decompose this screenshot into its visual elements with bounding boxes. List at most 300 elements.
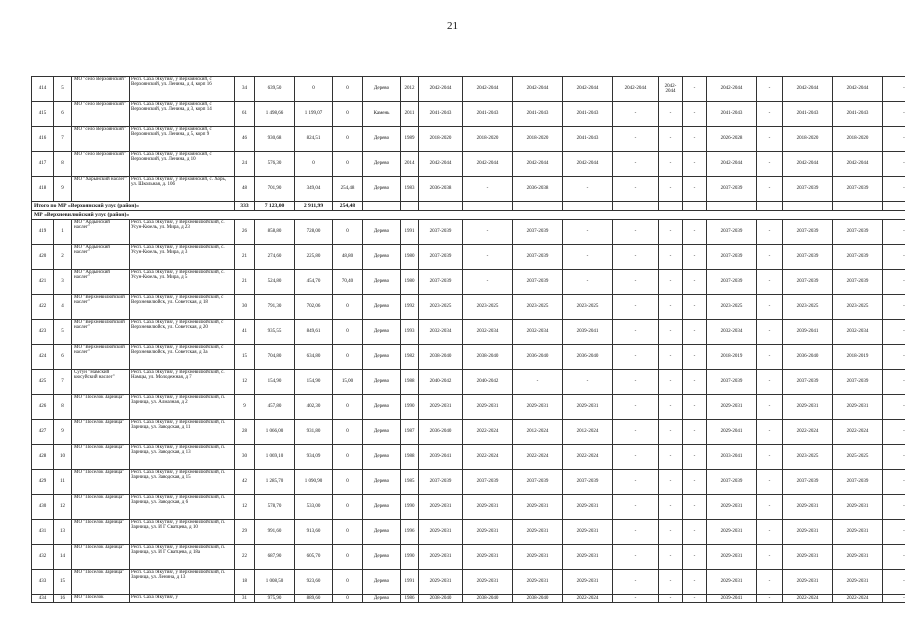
- cell-c2: 991,60: [255, 520, 295, 545]
- cell-year: 2012: [401, 77, 419, 102]
- cell-p7: -: [683, 495, 707, 520]
- cell-addr: Респ. Саха /Якутия/, у Верхневилюйский, п. Зарница, ул. Алмазная, д 2: [130, 395, 235, 420]
- cell-addr: Респ. Саха /Якутия/, у Верхоянский, с Верхоянский, ул. Ленина, д 10: [130, 152, 235, 177]
- cell-p8: 2037-2039: [707, 470, 757, 495]
- cell-p6: -: [659, 570, 683, 595]
- cell-p11: 2041-2043: [833, 102, 883, 127]
- cell-org: МО "Поселок Зарница": [72, 395, 130, 420]
- cell-p7: -: [683, 520, 707, 545]
- cell-p9: -: [757, 370, 783, 395]
- cell-p4: 2029-2031: [563, 495, 613, 520]
- cell-p8: 2037-2039: [707, 245, 757, 270]
- cell-c2: 704,80: [255, 345, 295, 370]
- cell-c2: 687,90: [255, 545, 295, 570]
- cell-n: 433: [32, 570, 54, 595]
- cell-p10: 2022-2024: [783, 595, 833, 603]
- cell-p2: 2037-2039: [463, 470, 513, 495]
- cell-c3: 634,80: [295, 345, 333, 370]
- cell-p12: -: [883, 545, 905, 570]
- cell-c1: 46: [235, 127, 255, 152]
- cell-year: 1991: [401, 570, 419, 595]
- cell-c4: 15,00: [333, 370, 363, 395]
- cell-p9: -: [757, 545, 783, 570]
- cell-year: 1990: [401, 545, 419, 570]
- cell-p1: 2029-2031: [419, 395, 463, 420]
- cell-p7: -: [683, 270, 707, 295]
- cell-p8: 2026-2028: [707, 127, 757, 152]
- cell-p4: -: [563, 220, 613, 245]
- cell-p7: -: [683, 395, 707, 420]
- cell-c4: 0: [333, 395, 363, 420]
- cell-addr: Респ. Саха /Якутия/, у: [130, 595, 235, 603]
- total-empty-cell: [463, 202, 513, 211]
- cell-p8: 2042-2044: [707, 77, 757, 102]
- cell-c2: 1 066,00: [255, 420, 295, 445]
- cell-c4: 0: [333, 152, 363, 177]
- total-empty-cell: [363, 202, 401, 211]
- cell-mat: Дерево: [363, 395, 401, 420]
- cell-p11: 2037-2039: [833, 270, 883, 295]
- cell-p5: -: [613, 545, 659, 570]
- cell-p6: -: [659, 520, 683, 545]
- cell-p3: 2038-2040: [513, 595, 563, 603]
- cell-k: 9: [54, 177, 72, 202]
- cell-c1: 15: [235, 345, 255, 370]
- cell-mat: Камень: [363, 102, 401, 127]
- cell-k: 9: [54, 420, 72, 445]
- cell-c3: 225,80: [295, 245, 333, 270]
- cell-c3: 889,60: [295, 595, 333, 603]
- cell-p2: -: [463, 270, 513, 295]
- cell-c3: 849,61: [295, 320, 333, 345]
- cell-p6: -: [659, 245, 683, 270]
- cell-p10: 2037-2039: [783, 245, 833, 270]
- cell-p11: 2037-2039: [833, 177, 883, 202]
- cell-p4: 2022-2024: [563, 445, 613, 470]
- cell-p11: 2042-2044: [833, 77, 883, 102]
- cell-c4: 70,40: [333, 270, 363, 295]
- cell-p8: 2041-2043: [707, 102, 757, 127]
- cell-p1: 2038-2040: [419, 345, 463, 370]
- table-row: [32, 420, 905, 445]
- cell-c3: 154,90: [295, 370, 333, 395]
- cell-c4: 0: [333, 127, 363, 152]
- cell-p4: -: [563, 370, 613, 395]
- cell-p1: 2042-2044: [419, 152, 463, 177]
- table-body: [32, 77, 905, 603]
- total-empty-cell: [783, 202, 833, 211]
- cell-p5: -: [613, 152, 659, 177]
- cell-mat: Дерево: [363, 127, 401, 152]
- cell-c1: 18: [235, 570, 255, 595]
- cell-c4: 0: [333, 595, 363, 603]
- cell-p11: 2029-2031: [833, 545, 883, 570]
- cell-p2: 2040-2042: [463, 370, 513, 395]
- cell-p6: -: [659, 152, 683, 177]
- cell-p12: -: [883, 102, 905, 127]
- cell-p5: -: [613, 270, 659, 295]
- cell-c1: 48: [235, 177, 255, 202]
- cell-p8: 2037-2039: [707, 270, 757, 295]
- cell-addr: Респ. Саха /Якутия/, у Верхневилюйский, п. Зарница, ул. Заводская, д 11: [130, 420, 235, 445]
- cell-p1: 2032-2034: [419, 320, 463, 345]
- cell-p2: 2038-2040: [463, 345, 513, 370]
- cell-addr: Респ. Саха /Якутия/, у Верхневилюйский, с. Усун-Кюель, ул. Мира, д 3: [130, 245, 235, 270]
- cell-p7: -: [683, 445, 707, 470]
- table-row: [32, 152, 905, 177]
- cell-c4: 0: [333, 520, 363, 545]
- cell-p11: 2032-2034: [833, 320, 883, 345]
- cell-addr: Респ. Саха /Якутия/, у Верхневилюйский, п. Зарница, ул. И Г Сватцева, д 18а: [130, 545, 235, 570]
- cell-org: МО "Поселок Зарница": [72, 420, 130, 445]
- cell-n: 419: [32, 220, 54, 245]
- cell-p3: 2036-2038: [513, 177, 563, 202]
- cell-p2: 2029-2031: [463, 545, 513, 570]
- cell-p3: 2032-2034: [513, 320, 563, 345]
- cell-c1: 29: [235, 520, 255, 545]
- cell-org: МО "село Верхоянский": [72, 102, 130, 127]
- cell-p6: -: [659, 320, 683, 345]
- cell-c4: 0: [333, 102, 363, 127]
- cell-c1: 9: [235, 395, 255, 420]
- total-nonresidential-area: 254,48: [333, 202, 363, 211]
- cell-p3: -: [513, 370, 563, 395]
- total-empty-cell: [707, 202, 757, 211]
- cell-p8: 2018-2019: [707, 345, 757, 370]
- cell-p11: 2022-2024: [833, 595, 883, 603]
- cell-p12: -: [883, 520, 905, 545]
- cell-p8: 2042-2044: [707, 152, 757, 177]
- table-row: [32, 127, 905, 152]
- cell-p5: -: [613, 395, 659, 420]
- cell-p7: -: [683, 420, 707, 445]
- cell-c2: 578,70: [255, 495, 295, 520]
- cell-p10: 2029-2031: [783, 395, 833, 420]
- cell-mat: Дерево: [363, 595, 401, 603]
- table-row: [32, 495, 905, 520]
- cell-p9: -: [757, 320, 783, 345]
- cell-p7: -: [683, 220, 707, 245]
- cell-org: МО "Ардынский наслег": [72, 270, 130, 295]
- cell-p9: -: [757, 570, 783, 595]
- cell-p10: 2023-2025: [783, 445, 833, 470]
- cell-p1: 2029-2031: [419, 495, 463, 520]
- table-row: [32, 102, 905, 127]
- cell-org: МО "село Верхоянский": [72, 127, 130, 152]
- cell-p11: 2029-2031: [833, 395, 883, 420]
- cell-year: 1987: [401, 420, 419, 445]
- cell-p7: -: [683, 470, 707, 495]
- cell-addr: Респ. Саха /Якутия/, у Верхоянский, с. Хорь, ул. Школьная, д. 10б: [130, 177, 235, 202]
- cell-year: 2014: [401, 152, 419, 177]
- cell-addr: Респ. Саха /Якутия/, у Верхневилюйский, п. Зарница, ул. Ленина, д 13: [130, 570, 235, 595]
- table-row: [32, 77, 905, 102]
- cell-c1: 34: [235, 77, 255, 102]
- cell-p9: -: [757, 470, 783, 495]
- cell-year: 1985: [401, 470, 419, 495]
- cell-p6: -: [659, 270, 683, 295]
- cell-p2: 2022-2024: [463, 420, 513, 445]
- cell-p6: -: [659, 395, 683, 420]
- cell-p4: 2039-2041: [563, 320, 613, 345]
- cell-c4: 0: [333, 445, 363, 470]
- cell-p12: -: [883, 345, 905, 370]
- cell-c3: 824,51: [295, 127, 333, 152]
- cell-p1: 2036-2040: [419, 420, 463, 445]
- cell-org: МО "Хорынский наслег": [72, 177, 130, 202]
- cell-c1: 24: [235, 152, 255, 177]
- cell-org: МО "Поселок Зарница": [72, 520, 130, 545]
- total-living-area: 2 911,99: [295, 202, 333, 211]
- cell-p2: 2023-2025: [463, 295, 513, 320]
- cell-org: МО "Поселок Зарница": [72, 445, 130, 470]
- cell-p2: 2029-2031: [463, 395, 513, 420]
- cell-p2: 2041-2043: [463, 102, 513, 127]
- cell-p10: 2029-2031: [783, 495, 833, 520]
- cell-p1: 2037-2039: [419, 245, 463, 270]
- cell-p2: -: [463, 245, 513, 270]
- cell-p6: -: [659, 127, 683, 152]
- cell-p3: 2022-2024: [513, 445, 563, 470]
- cell-c1: 41: [235, 320, 255, 345]
- cell-p4: 2042-2044: [563, 152, 613, 177]
- cell-k: 16: [54, 595, 72, 603]
- cell-c4: 254,48: [333, 177, 363, 202]
- cell-p1: 2023-2025: [419, 295, 463, 320]
- cell-c4: 0: [333, 220, 363, 245]
- cell-c3: 931,80: [295, 420, 333, 445]
- cell-p6: -: [659, 177, 683, 202]
- cell-p6: -: [659, 545, 683, 570]
- cell-p9: -: [757, 345, 783, 370]
- cell-p6: -: [659, 220, 683, 245]
- cell-p3: 2018-2020: [513, 127, 563, 152]
- cell-p10: 2042-2044: [783, 152, 833, 177]
- cell-addr: Респ. Саха /Якутия/, у Верхоянский, с Верхоянский, ул. Ленина, д 3, корп 14: [130, 102, 235, 127]
- cell-k: 4: [54, 295, 72, 320]
- cell-p4: -: [563, 270, 613, 295]
- cell-p2: 2029-2031: [463, 495, 513, 520]
- cell-p4: 2041-2043: [563, 102, 613, 127]
- table-row: [32, 570, 905, 595]
- cell-c4: 0: [333, 570, 363, 595]
- cell-c2: 576,30: [255, 152, 295, 177]
- cell-c1: 21: [235, 245, 255, 270]
- cell-c4: 48,80: [333, 245, 363, 270]
- cell-p10: 2037-2039: [783, 370, 833, 395]
- cell-p7: -: [683, 152, 707, 177]
- cell-k: 10: [54, 445, 72, 470]
- cell-p12: -: [883, 445, 905, 470]
- cell-c1: 26: [235, 220, 255, 245]
- total-empty-cell: [757, 202, 783, 211]
- cell-c3: 533,00: [295, 495, 333, 520]
- cell-p9: -: [757, 270, 783, 295]
- cell-year: 1991: [401, 220, 419, 245]
- cell-p10: 2037-2039: [783, 270, 833, 295]
- cell-c1: 42: [235, 470, 255, 495]
- cell-n: 431: [32, 520, 54, 545]
- cell-k: 15: [54, 570, 72, 595]
- cell-c2: 274,60: [255, 245, 295, 270]
- cell-p5: -: [613, 520, 659, 545]
- cell-p10: 2022-2024: [783, 420, 833, 445]
- cell-c3: 913,60: [295, 520, 333, 545]
- cell-n: 420: [32, 245, 54, 270]
- cell-n: 430: [32, 495, 54, 520]
- cell-p9: -: [757, 152, 783, 177]
- cell-c1: 12: [235, 495, 255, 520]
- cell-year: 1989: [401, 127, 419, 152]
- table-row: [32, 245, 905, 270]
- cell-mat: Дерево: [363, 295, 401, 320]
- cell-p2: 2042-2044: [463, 77, 513, 102]
- cell-p8: 2039-2041: [707, 595, 757, 603]
- cell-p8: 2029-2031: [707, 545, 757, 570]
- cell-mat: Дерево: [363, 245, 401, 270]
- cell-p10: 2029-2031: [783, 570, 833, 595]
- cell-mat: Дерево: [363, 495, 401, 520]
- cell-c1: 12: [235, 370, 255, 395]
- cell-c3: 454,70: [295, 270, 333, 295]
- total-empty-cell: [659, 202, 683, 211]
- cell-c3: 1 090,90: [295, 470, 333, 495]
- cell-p3: 2029-2031: [513, 545, 563, 570]
- cell-p12: -: [883, 270, 905, 295]
- cell-p7: -: [683, 245, 707, 270]
- cell-p4: 2041-2043: [563, 127, 613, 152]
- cell-p12: -: [883, 495, 905, 520]
- cell-p2: 2029-2031: [463, 570, 513, 595]
- cell-p11: 2037-2039: [833, 370, 883, 395]
- page-number: 21: [447, 20, 458, 32]
- cell-n: 417: [32, 152, 54, 177]
- cell-p12: -: [883, 420, 905, 445]
- cell-p2: -: [463, 177, 513, 202]
- cell-c2: 524,80: [255, 270, 295, 295]
- cell-p9: -: [757, 127, 783, 152]
- cell-p5: -: [613, 245, 659, 270]
- cell-p4: 2042-2044: [563, 77, 613, 102]
- cell-p12: -: [883, 570, 905, 595]
- cell-k: 8: [54, 152, 72, 177]
- cell-n: 415: [32, 102, 54, 127]
- cell-c4: 0: [333, 545, 363, 570]
- cell-p11: 2037-2039: [833, 220, 883, 245]
- total-empty-cell: [883, 202, 905, 211]
- cell-p4: -: [563, 245, 613, 270]
- cell-p6: -: [659, 595, 683, 603]
- cell-p12: -: [883, 470, 905, 495]
- table-row: [32, 595, 905, 603]
- cell-p5: -: [613, 470, 659, 495]
- total-empty-cell: [683, 202, 707, 211]
- total-label: Итого по МР «Верхоянский улус (район)»: [32, 202, 235, 211]
- cell-p5: -: [613, 345, 659, 370]
- cell-org: МО "Верхневилюйский наслег": [72, 345, 130, 370]
- cell-k: 7: [54, 127, 72, 152]
- cell-p10: 2042-2044: [783, 77, 833, 102]
- cell-p1: 2041-2043: [419, 102, 463, 127]
- cell-p6: -: [659, 345, 683, 370]
- cell-p9: -: [757, 245, 783, 270]
- cell-p1: 2039-2041: [419, 445, 463, 470]
- cell-c1: 30: [235, 445, 255, 470]
- cell-p5: -: [613, 320, 659, 345]
- cell-c4: 0: [333, 420, 363, 445]
- cell-org: МО "Верхневилюйский наслег": [72, 295, 130, 320]
- cell-c3: 0: [295, 77, 333, 102]
- cell-org: МО "Ардынский наслег": [72, 220, 130, 245]
- table-row: [32, 370, 905, 395]
- cell-p3: 2042-2044: [513, 77, 563, 102]
- cell-p5: -: [613, 220, 659, 245]
- cell-p6: -: [659, 495, 683, 520]
- cell-p4: 2029-2031: [563, 395, 613, 420]
- table-row: [32, 520, 905, 545]
- cell-p2: 2038-2040: [463, 595, 513, 603]
- cell-n: 424: [32, 345, 54, 370]
- cell-p1: 2042-2044: [419, 77, 463, 102]
- cell-p9: -: [757, 102, 783, 127]
- cell-p11: 2018-2020: [833, 127, 883, 152]
- cell-p8: 2032-2034: [707, 320, 757, 345]
- total-empty-cell: [419, 202, 463, 211]
- cell-k: 6: [54, 345, 72, 370]
- cell-p8: 2037-2039: [707, 370, 757, 395]
- cell-c3: 605,70: [295, 545, 333, 570]
- cell-c2: 975,90: [255, 595, 295, 603]
- cell-addr: Респ. Саха /Якутия/, у Верхневилюйский, с Верхневилюйск, ул. Советская, д 20: [130, 320, 235, 345]
- cell-p11: 2037-2039: [833, 245, 883, 270]
- cell-p1: 2036-2038: [419, 177, 463, 202]
- cell-p5: -: [613, 127, 659, 152]
- cell-c3: 349,04: [295, 177, 333, 202]
- cell-n: 432: [32, 545, 54, 570]
- cell-addr: Респ. Саха /Якутия/, у Верхневилюйский, с. Усун-Кюель, ул. Мира, д 5: [130, 270, 235, 295]
- cell-p8: 2037-2039: [707, 220, 757, 245]
- cell-p12: -: [883, 177, 905, 202]
- cell-p3: 2037-2039: [513, 220, 563, 245]
- cell-p10: 2041-2043: [783, 102, 833, 127]
- cell-c2: 639,50: [255, 77, 295, 102]
- cell-p7: -: [683, 545, 707, 570]
- cell-p3: 2037-2039: [513, 245, 563, 270]
- cell-addr: Респ. Саха /Якутия/, у Верхневилюйский, с Верхневилюйск, ул. Советская, д 18: [130, 295, 235, 320]
- cell-p6: -: [659, 370, 683, 395]
- table-row: [32, 295, 905, 320]
- cell-p6: -: [659, 102, 683, 127]
- cell-org: МО "село Верхоянский": [72, 77, 130, 102]
- cell-k: 5: [54, 320, 72, 345]
- cell-c2: 154,90: [255, 370, 295, 395]
- cell-year: 1983: [401, 177, 419, 202]
- cell-p11: 2042-2044: [833, 152, 883, 177]
- cell-p12: -: [883, 595, 905, 603]
- cell-mat: Дерево: [363, 177, 401, 202]
- cell-c4: 0: [333, 345, 363, 370]
- cell-p11: 2029-2031: [833, 570, 883, 595]
- cell-org: МО "Поселок Зарница": [72, 495, 130, 520]
- cell-n: 422: [32, 295, 54, 320]
- cell-n: 414: [32, 77, 54, 102]
- cell-p9: -: [757, 395, 783, 420]
- district-total-row: [32, 202, 905, 211]
- cell-k: 13: [54, 520, 72, 545]
- cell-p1: 2040-2042: [419, 370, 463, 395]
- cell-p1: 2037-2039: [419, 270, 463, 295]
- cell-c3: 402,30: [295, 395, 333, 420]
